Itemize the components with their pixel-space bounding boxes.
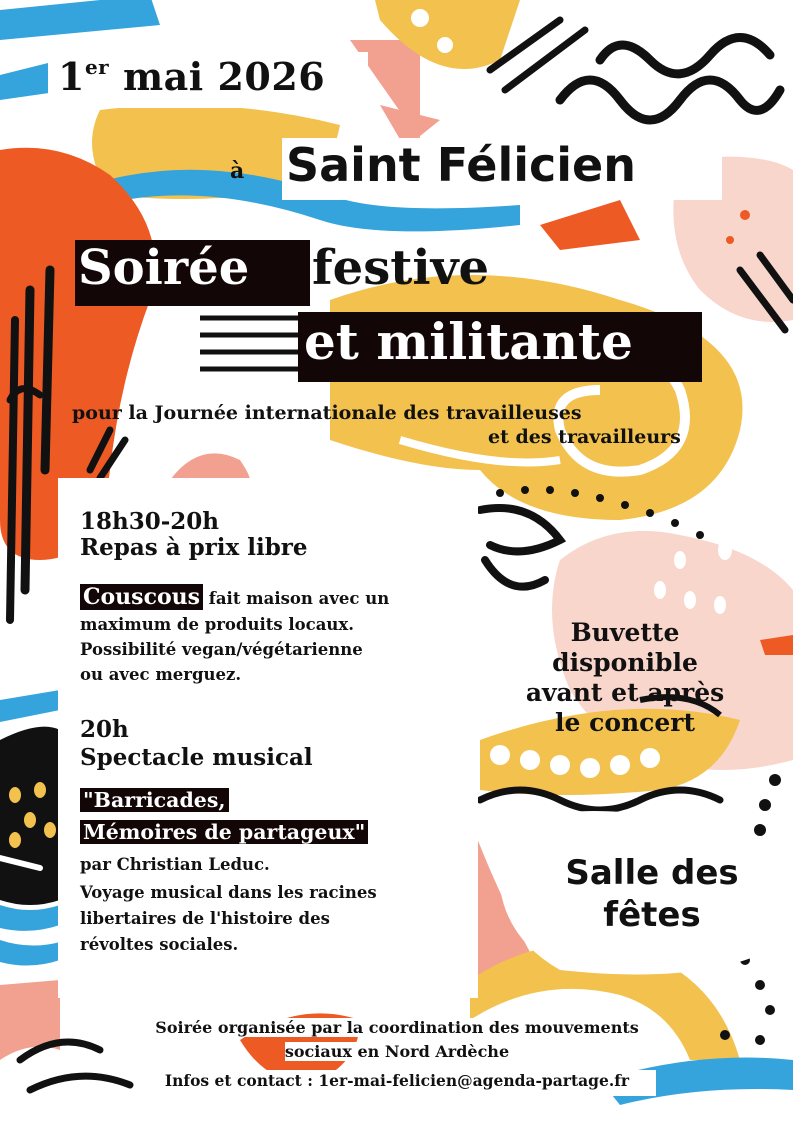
place-prefix: à [230,158,245,184]
show-title-line2: Mémoires de partageux" [80,820,368,844]
show-desc-line1: par Christian Leduc. [80,855,270,874]
meal-heading: Repas à prix libre [80,534,308,561]
show-desc-line4: révoltes sociales. [80,935,239,954]
organizer-note [52,1016,742,1064]
show-heading: Spectacle musical [80,744,313,771]
date-ordinal: er [84,55,110,79]
bar-line3: avant et après [525,678,725,707]
title-line2: et militante [304,312,633,371]
meal-desc-line4: ou avec merguez. [80,665,242,684]
organizer-line2: sociaux en Nord Ardèche [284,1042,510,1061]
venue [518,852,786,936]
title-word-soiree: Soirée [78,240,250,296]
event-date: 1er mai 2026 [58,54,326,99]
show-desc-line2: Voyage musical dans les racines [80,883,377,902]
show-title-line1: "Barricades, [80,788,229,812]
meal-time: 18h30-20h [80,508,220,535]
bar-line4: le concert [554,708,696,737]
title-word-festive: festive [312,240,490,296]
town-name: Saint Félicien [286,138,636,192]
contact-info: Infos et contact : 1er-mai-felicien@agenda-partage.fr [164,1071,630,1090]
subtitle-line1: pour la Journée internationale des travailleuses [72,402,582,424]
bar-line2: disponible [552,648,698,677]
organizer-line1: Soirée organisée par la coordination des mouvements [155,1018,639,1037]
show-time: 20h [80,716,129,743]
meal-desc-line2: maximum de produits locaux. [80,615,354,634]
venue-line1: Salle des [565,853,739,893]
meal-desc-line1: Couscous fait maison avec un [80,585,389,611]
bar-info [498,618,752,738]
meal-desc-line3: Possibilité vegan/végétarienne [80,640,363,659]
subtitle-line2: et des travailleurs [488,426,681,448]
venue-line2: fêtes [603,895,701,935]
show-desc-line3: libertaires de l'histoire des [80,909,330,928]
dish-name: Couscous [80,584,203,610]
bar-line1: Buvette [570,618,680,647]
